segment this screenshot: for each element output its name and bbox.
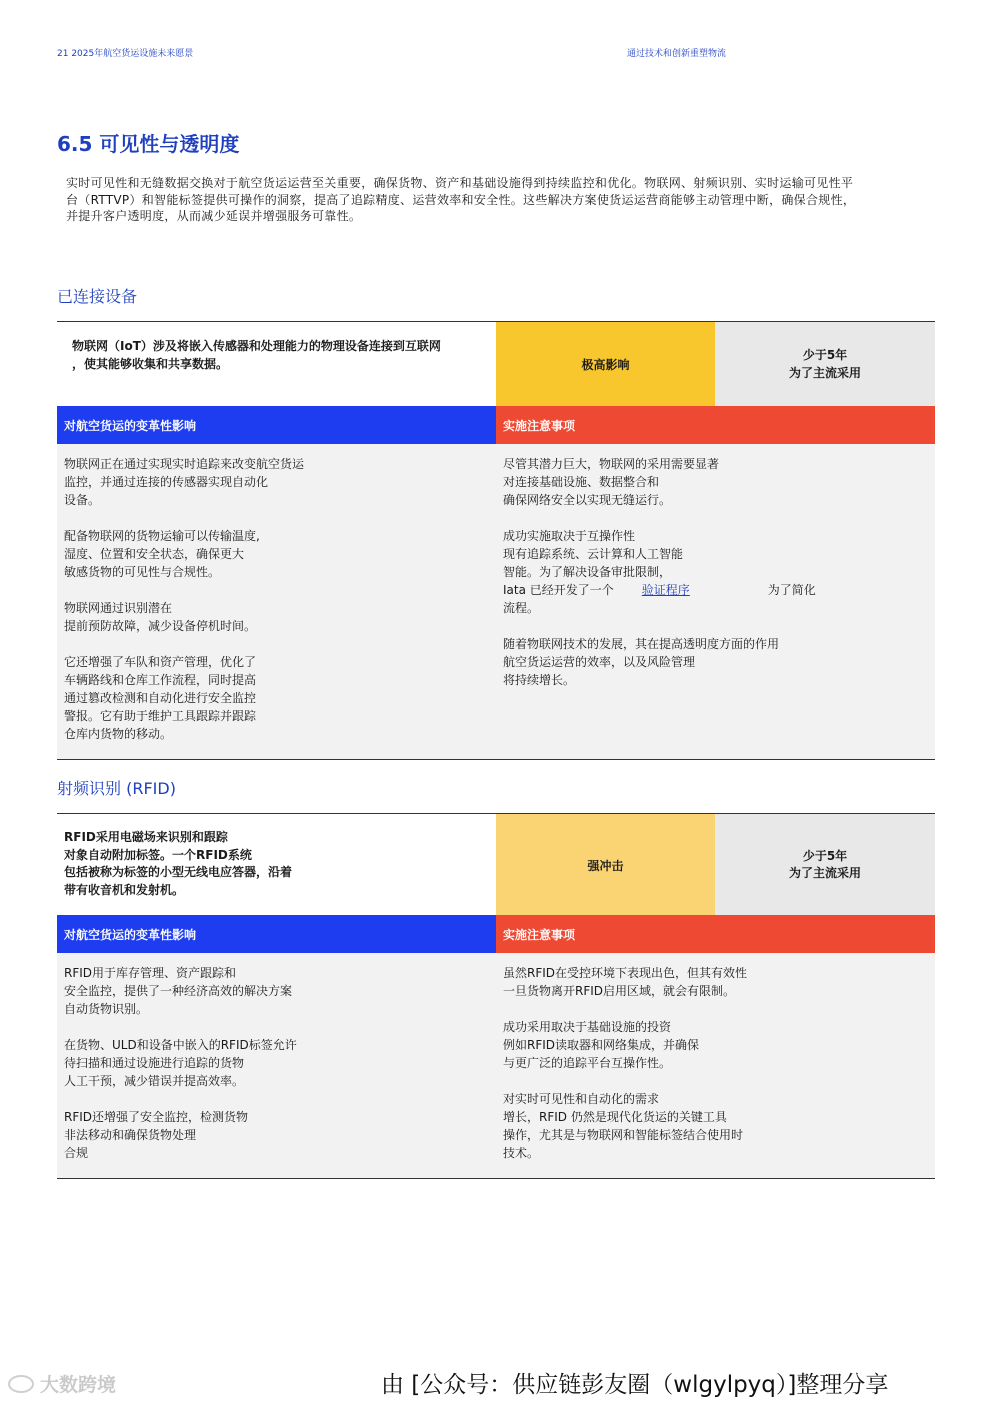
iot-impact-badge: 极高影响 xyxy=(496,322,715,407)
rfid-body xyxy=(57,953,935,1179)
paragraph xyxy=(64,527,484,581)
iot-summary-row xyxy=(57,321,935,407)
adoption-line: 为了主流采用 xyxy=(788,866,861,880)
paragraph xyxy=(503,455,923,509)
text-line: 现有追踪系统、云计算和人工智能 xyxy=(503,547,684,561)
text-line: 待扫描和通过设施进行追踪的货物 xyxy=(64,1056,245,1070)
iot-adoption-badge xyxy=(715,322,935,407)
text-line: 提前预防故障，减少设备停机时间。 xyxy=(64,619,257,633)
text-line: 流程。 xyxy=(503,601,540,615)
text-line: 确保网络安全以实现无缝运行。 xyxy=(503,493,672,507)
text-line: 一旦货物离开RFID启用区域，就会有限制。 xyxy=(503,984,736,998)
text-line: 非法移动和确保货物处理 xyxy=(64,1128,197,1142)
adoption-line: 少于5年 xyxy=(802,848,848,863)
rfid-description xyxy=(57,814,496,916)
text-line: 它还增强了车队和资产管理，优化了 xyxy=(64,655,257,669)
adoption-line: 少于5年 xyxy=(802,348,848,362)
text-line: 仓库内货物的移动。 xyxy=(64,727,173,741)
rfid-impact-header: 对航空货运的变革性影响 xyxy=(57,915,496,953)
verification-program-link[interactable]: 验证程序 xyxy=(641,583,690,597)
text-line: 与更广泛的追踪平台互操作性。 xyxy=(503,1056,672,1070)
text-fragment: Iata 已经开发了一个 xyxy=(503,583,614,597)
text-line: 通过篡改检测和自动化进行安全监控 xyxy=(64,691,257,705)
text-line: 例如RFID读取器和网络集成，并确保 xyxy=(503,1038,700,1052)
paragraph xyxy=(64,1036,484,1090)
text-line: 在货物、ULD和设备中嵌入的RFID标签允许 xyxy=(64,1038,297,1052)
text-line: RFID用于库存管理、资产跟踪和 xyxy=(64,966,237,980)
paragraph xyxy=(64,653,484,743)
text-line: 增长，RFID 仍然是现代化货运的关键工具 xyxy=(503,1110,727,1124)
description-line: 带有收音机和发射机。 xyxy=(64,882,185,897)
watermark-logo xyxy=(8,1370,116,1397)
text-line: 航空货运运营的效率，以及风险管理 xyxy=(503,655,696,669)
text-line: 设备。 xyxy=(64,493,101,507)
text-line: 物联网通过识别潜在 xyxy=(64,601,173,615)
rfid-impact-badge: 强冲击 xyxy=(496,814,715,916)
share-credit: 由 [公众号：供应链彭友圈（wlgylpyq）]整理分享 xyxy=(381,1372,889,1398)
description-line: 对象自动附加标签。一个RFID系统 xyxy=(64,847,252,862)
text-line: 随着物联网技术的发展，其在提高透明度方面的作用 xyxy=(503,637,780,651)
text-line: 操作，尤其是与物联网和智能标签结合使用时 xyxy=(503,1128,744,1142)
text-line: 将持续增长。 xyxy=(503,673,576,687)
description-line: 物联网（IoT）涉及将嵌入传感器和处理能力的物理设备连接到互联网 xyxy=(72,339,441,353)
text-line: 对连接基础设施、数据整合和 xyxy=(503,475,660,489)
paragraph xyxy=(503,635,923,689)
text-line: 湿度、位置和安全状态，确保更大 xyxy=(64,547,245,561)
paragraph xyxy=(503,1018,923,1072)
logo-text: 大数跨境 xyxy=(40,1374,117,1396)
iot-subtitle: 已连接设备 xyxy=(57,287,138,306)
text-line: 尽管其潜力巨大，物联网的采用需要显著 xyxy=(503,457,720,471)
iot-impact-header: 对航空货运的变革性影响 xyxy=(57,406,496,444)
text-line: 配备物联网的货物运输可以传输温度, xyxy=(64,529,260,543)
section-title: 6.5 可见性与透明度 xyxy=(57,132,240,156)
text-line: 监控，并通过连接的传感器实现自动化 xyxy=(64,475,269,489)
intro-line: 台（RTTVP）和智能标签提供可操作的洞察，提高了追踪精度、运营效率和安全性。这些解决方案使货运运营商能够主动管理中断，确保合规性， xyxy=(66,192,856,207)
rfid-summary-row xyxy=(57,813,935,916)
text-line: 车辆路线和仓库工作流程，同时提高 xyxy=(64,673,257,687)
text-line: 人工干预，减少错误并提高效率。 xyxy=(64,1074,245,1088)
text-line: 成功采用取决于基础设施的投资 xyxy=(503,1020,672,1034)
rfid-considerations-header: 实施注意事项 xyxy=(496,915,935,953)
paragraph xyxy=(64,455,484,509)
paragraph xyxy=(64,599,484,635)
paragraph xyxy=(64,1108,484,1162)
text-line: 虽然RFID在受控环境下表现出色，但其有效性 xyxy=(503,966,748,980)
text-line: 警报。它有助于维护工具跟踪并跟踪 xyxy=(64,709,257,723)
text-line xyxy=(503,581,923,599)
intro-line: 并提升客户透明度，从而减少延误并增强服务可靠性。 xyxy=(66,209,362,223)
paragraph xyxy=(503,964,923,1000)
description-line: 包括被称为标签的小型无线电应答器，沿着 xyxy=(64,865,293,879)
text-line: RFID还增强了安全监控，检测货物 xyxy=(64,1110,249,1124)
rfid-subtitle: 射频识别 (RFID) xyxy=(57,779,176,798)
text-line: 敏感货物的可见性与合规性。 xyxy=(64,565,221,579)
paragraph xyxy=(503,1090,923,1162)
rfid-impact-text xyxy=(64,964,484,1180)
logo-ring-icon xyxy=(8,1375,34,1393)
text-line: 安全监控，提供了一种经济高效的解决方案 xyxy=(64,984,293,998)
rfid-adoption-badge xyxy=(715,814,935,916)
description-line: RFID采用电磁场来识别和跟踪 xyxy=(64,830,228,844)
iot-considerations-text xyxy=(503,455,923,707)
iot-impact-text xyxy=(64,455,484,761)
iot-block xyxy=(57,321,935,759)
running-header-right: 通过技术和创新重塑物流 xyxy=(627,49,727,59)
adoption-line: 为了主流采用 xyxy=(788,365,861,380)
text-line: 对实时可见性和自动化的需求 xyxy=(503,1092,660,1106)
intro-line: 实时可见性和无缝数据交换对于航空货运运营至关重要，确保货物、资产和基础设施得到持续监控和优化。物联网、射频识别、实时运输可见性平 xyxy=(66,176,854,190)
iot-considerations-header: 实施注意事项 xyxy=(496,406,935,444)
text-line: 智能。为了解决设备审批限制， xyxy=(503,565,672,579)
rfid-block xyxy=(57,813,935,1178)
description-line: ，使其能够收集和共享数据。 xyxy=(72,356,229,371)
intro-paragraph xyxy=(66,175,934,225)
text-line: 成功实施取决于互操作性 xyxy=(503,529,636,543)
text-line: 物联网正在通过实现实时追踪来改变航空货运 xyxy=(64,457,305,471)
text-line: 技术。 xyxy=(503,1146,540,1160)
iot-description xyxy=(57,322,496,407)
iot-body xyxy=(57,444,935,760)
running-header-left: 21 2025年航空货运设施未来愿景 xyxy=(57,49,194,59)
text-fragment: 为了简化 xyxy=(767,583,816,597)
paragraph xyxy=(64,964,484,1018)
text-line: 自动货物识别。 xyxy=(64,1002,149,1016)
rfid-considerations-text xyxy=(503,964,923,1180)
paragraph xyxy=(503,527,923,617)
text-line: 合规 xyxy=(64,1146,89,1160)
